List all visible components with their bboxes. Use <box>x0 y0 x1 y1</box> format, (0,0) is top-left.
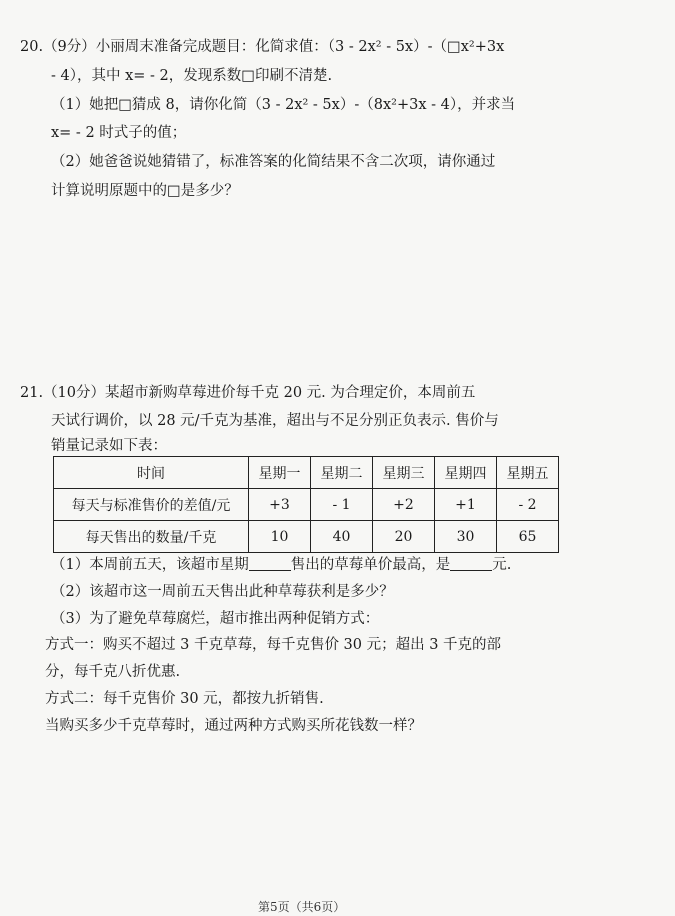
table-header-cell: 时间 <box>54 457 249 489</box>
answer-blank-day[interactable] <box>249 556 291 571</box>
q20-part2-line-1: （2）她爸爸说她猜错了，标准答案的化简结果不含二次项，请你通过 <box>51 154 496 170</box>
table-cell: +2 <box>373 489 435 521</box>
q21-part2: （2）该超市这一周前五天售出此种草莓获利是多少？ <box>51 584 394 600</box>
q21-line-1: 21.（10分）某超市新购草莓进价每千克 20 元. 为合理定价，本周前五 <box>20 385 476 401</box>
q20-part2-line-2: 计算说明原题中的□是多少？ <box>51 183 239 199</box>
q21-part1-text-b: 售出的草莓单价最高，是 <box>290 557 451 573</box>
q20-line-2: - 4），其中 x= - 2，发现系数□印刷不清楚. <box>51 68 333 84</box>
table-header-cell: 星期三 <box>373 457 435 489</box>
table-row <box>54 489 559 521</box>
q21-way1-line-2: 分，每千克八折优惠. <box>45 664 181 680</box>
table-header-row <box>54 457 559 489</box>
table-header-cell: 星期四 <box>435 457 497 489</box>
q21-line-3: 销量记录如下表： <box>51 438 167 454</box>
table-row-label: 每天与标准售价的差值/元 <box>54 489 249 521</box>
table-row-label: 每天售出的数量/千克 <box>54 521 249 553</box>
q21-line-2: 天试行调价，以 28 元/千克为基准，超出与不足分别正负表示. 售价与 <box>51 413 499 429</box>
table-cell: - 1 <box>311 489 373 521</box>
table-cell: 40 <box>311 521 373 553</box>
page-footer: 第5页（共6页） <box>258 900 346 914</box>
table-header-cell: 星期一 <box>249 457 311 489</box>
q20-part1-line-2: x= - 2 时式子的值； <box>51 125 187 141</box>
table-cell: +3 <box>249 489 311 521</box>
q20-part1-line-1: （1）她把□猜成 8，请你化简（3 - 2x² - 5x）-（8x²+3x - 4），并求当 <box>51 97 516 113</box>
price-sales-table <box>53 456 559 553</box>
table-header-cell: 星期二 <box>311 457 373 489</box>
table-header-cell: 星期五 <box>497 457 559 489</box>
table-cell: 20 <box>373 521 435 553</box>
q21-part1 <box>51 555 511 575</box>
q21-part1-text-c: 元. <box>492 557 512 573</box>
table-cell: 10 <box>249 521 311 553</box>
q21-part3: （3）为了避免草莓腐烂，超市推出两种促销方式： <box>51 611 380 627</box>
table-cell: 65 <box>497 521 559 553</box>
table-cell: 30 <box>435 521 497 553</box>
answer-blank-price[interactable] <box>450 556 492 571</box>
table-cell: +1 <box>435 489 497 521</box>
q21-way2: 方式二：每千克售价 30 元，都按九折销售. <box>45 691 324 707</box>
table-row <box>54 521 559 553</box>
q21-way1-line-1: 方式一：购买不超过 3 千克草莓，每千克售价 30 元；超出 3 千克的部 <box>45 637 502 653</box>
table-cell: - 2 <box>497 489 559 521</box>
q21-final-question: 当购买多少千克草莓时，通过两种方式购买所花钱数一样？ <box>45 718 422 734</box>
q21-part1-text-a: （1）本周前五天，该超市星期 <box>51 557 249 573</box>
q20-line-1: 20.（9分）小丽周末准备完成题目：化简求值：（3 - 2x² - 5x）-（□x²+3x <box>20 39 505 55</box>
